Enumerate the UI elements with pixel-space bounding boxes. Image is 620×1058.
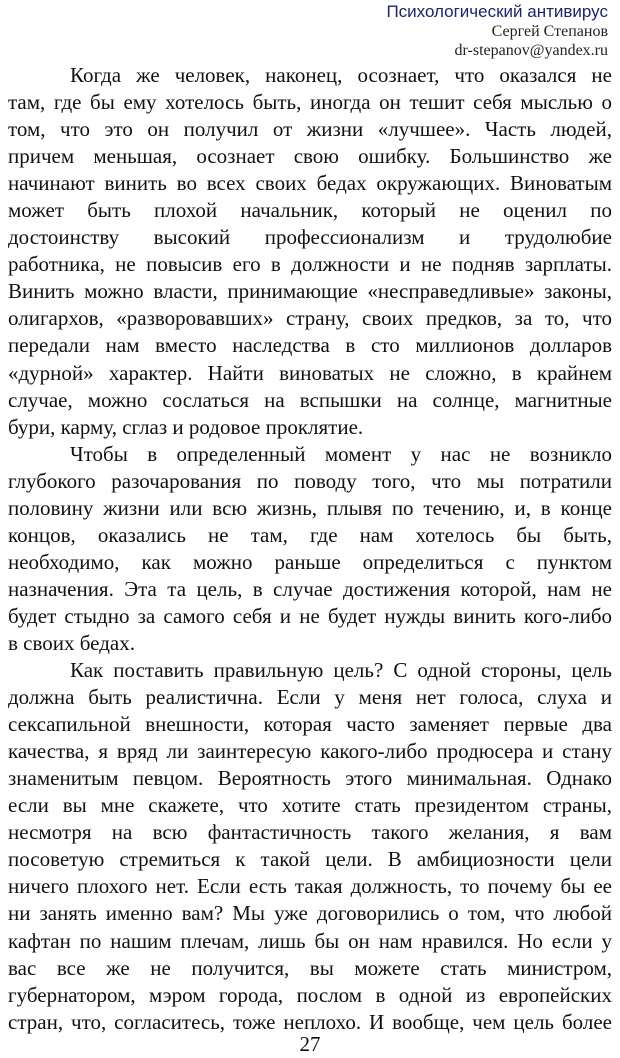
text-line: посоветую стремиться к такой цели. В амбициозности цели bbox=[8, 847, 612, 872]
text-line: назначения. Эта та цель, в случае достижения которой, нам не bbox=[8, 576, 612, 601]
text-line: Как поставить правильную цель? С одной стороны, цель bbox=[70, 658, 612, 683]
page-number: 27 bbox=[299, 1032, 321, 1056]
text-line: в своих бедах. bbox=[8, 630, 135, 655]
author-email: dr-stepanov@yandex.ru bbox=[454, 42, 608, 59]
body-text bbox=[8, 62, 612, 1036]
text-line: вас все же не получится, вы можете стать министром, bbox=[8, 955, 612, 980]
text-line: будет стыдно за самого себя и не будет нужды винить кого-либо bbox=[8, 603, 612, 628]
text-line: достоинству высокий профессионализм и трудолюбие bbox=[8, 225, 612, 250]
book-title: Психологический антивирус bbox=[386, 2, 608, 21]
text-line: причем меньшая, осознает свою ошибку. Большинство же bbox=[8, 144, 612, 169]
text-line: там, где бы ему хотелось быть, иногда он тешит себя мыслью о bbox=[8, 90, 612, 115]
paragraph bbox=[8, 657, 612, 1036]
text-line: если вы мне скажете, что хотите стать президентом страны, bbox=[8, 793, 612, 818]
text-line: концов, оказались не там, где нам хотелось бы быть, bbox=[8, 522, 612, 547]
text-line: бури, карму, сглаз и родовое проклятие. bbox=[8, 414, 364, 439]
author-name: Сергей Степанов bbox=[491, 23, 608, 40]
text-line: олигархов, «разворовавших» страну, своих предков, за то, что bbox=[8, 306, 612, 331]
text-line: глубокого разочарования по поводу того, что мы потратили bbox=[8, 468, 612, 493]
text-line: необходимо, как можно раньше определиться с пунктом bbox=[8, 549, 612, 574]
text-line: губернатором, мэром города, послом в одной из европейских bbox=[8, 982, 612, 1007]
paragraph bbox=[8, 62, 612, 441]
paragraph bbox=[8, 441, 612, 657]
text-line: передали нам вместо наследства в сто миллионов долларов bbox=[8, 333, 612, 358]
text-line: Винить можно власти, принимающие «несправедливые» законы, bbox=[8, 279, 612, 304]
text-line: качества, я вряд ли заинтересую какого-либо продюсера и стану bbox=[8, 739, 612, 764]
text-line: ни занять именно вам? Мы уже договорились о том, что любой bbox=[8, 901, 612, 926]
text-line: половину жизни или всю жизнь, плывя по течению, и, в конце bbox=[8, 495, 612, 520]
text-line: работника, не повысив его в должности и не подняв зарплаты. bbox=[8, 252, 612, 277]
text-line: знаменитым певцом. Вероятность этого минимальная. Однако bbox=[8, 766, 612, 791]
text-line: Чтобы в определенный момент у нас не возникло bbox=[70, 441, 612, 466]
text-line: Когда же человек, наконец, осознает, что оказался не bbox=[70, 63, 612, 87]
running-header bbox=[386, 2, 608, 60]
text-line: ничего плохого нет. Если есть такая должность, то почему бы ее bbox=[8, 874, 612, 899]
text-line: может быть плохой начальник, который не оценил по bbox=[8, 198, 612, 223]
text-line: стран, что, согласитесь, тоже неплохо. И вообще, чем цель более bbox=[8, 1009, 612, 1034]
text-line: начинают винить во всех своих бедах окружающих. Виноватым bbox=[8, 171, 612, 196]
text-line: том, что это он получил от жизни «лучшее». Часть людей, bbox=[8, 117, 612, 142]
text-line: должна быть реалистична. Если у меня нет голоса, слуха и bbox=[8, 685, 612, 710]
text-line: «дурной» характер. Найти виноватых не сложно, в крайнем bbox=[8, 360, 612, 385]
text-line: несмотря на всю фантастичность такого желания, я вам bbox=[8, 820, 612, 845]
text-line: сексапильной внешности, которая часто заменяет первые два bbox=[8, 712, 612, 737]
text-line: случае, можно сослаться на вспышки на солнце, магнитные bbox=[8, 387, 612, 412]
text-line: кафтан по нашим плечам, лишь бы он нам нравился. Но если у bbox=[8, 928, 612, 953]
